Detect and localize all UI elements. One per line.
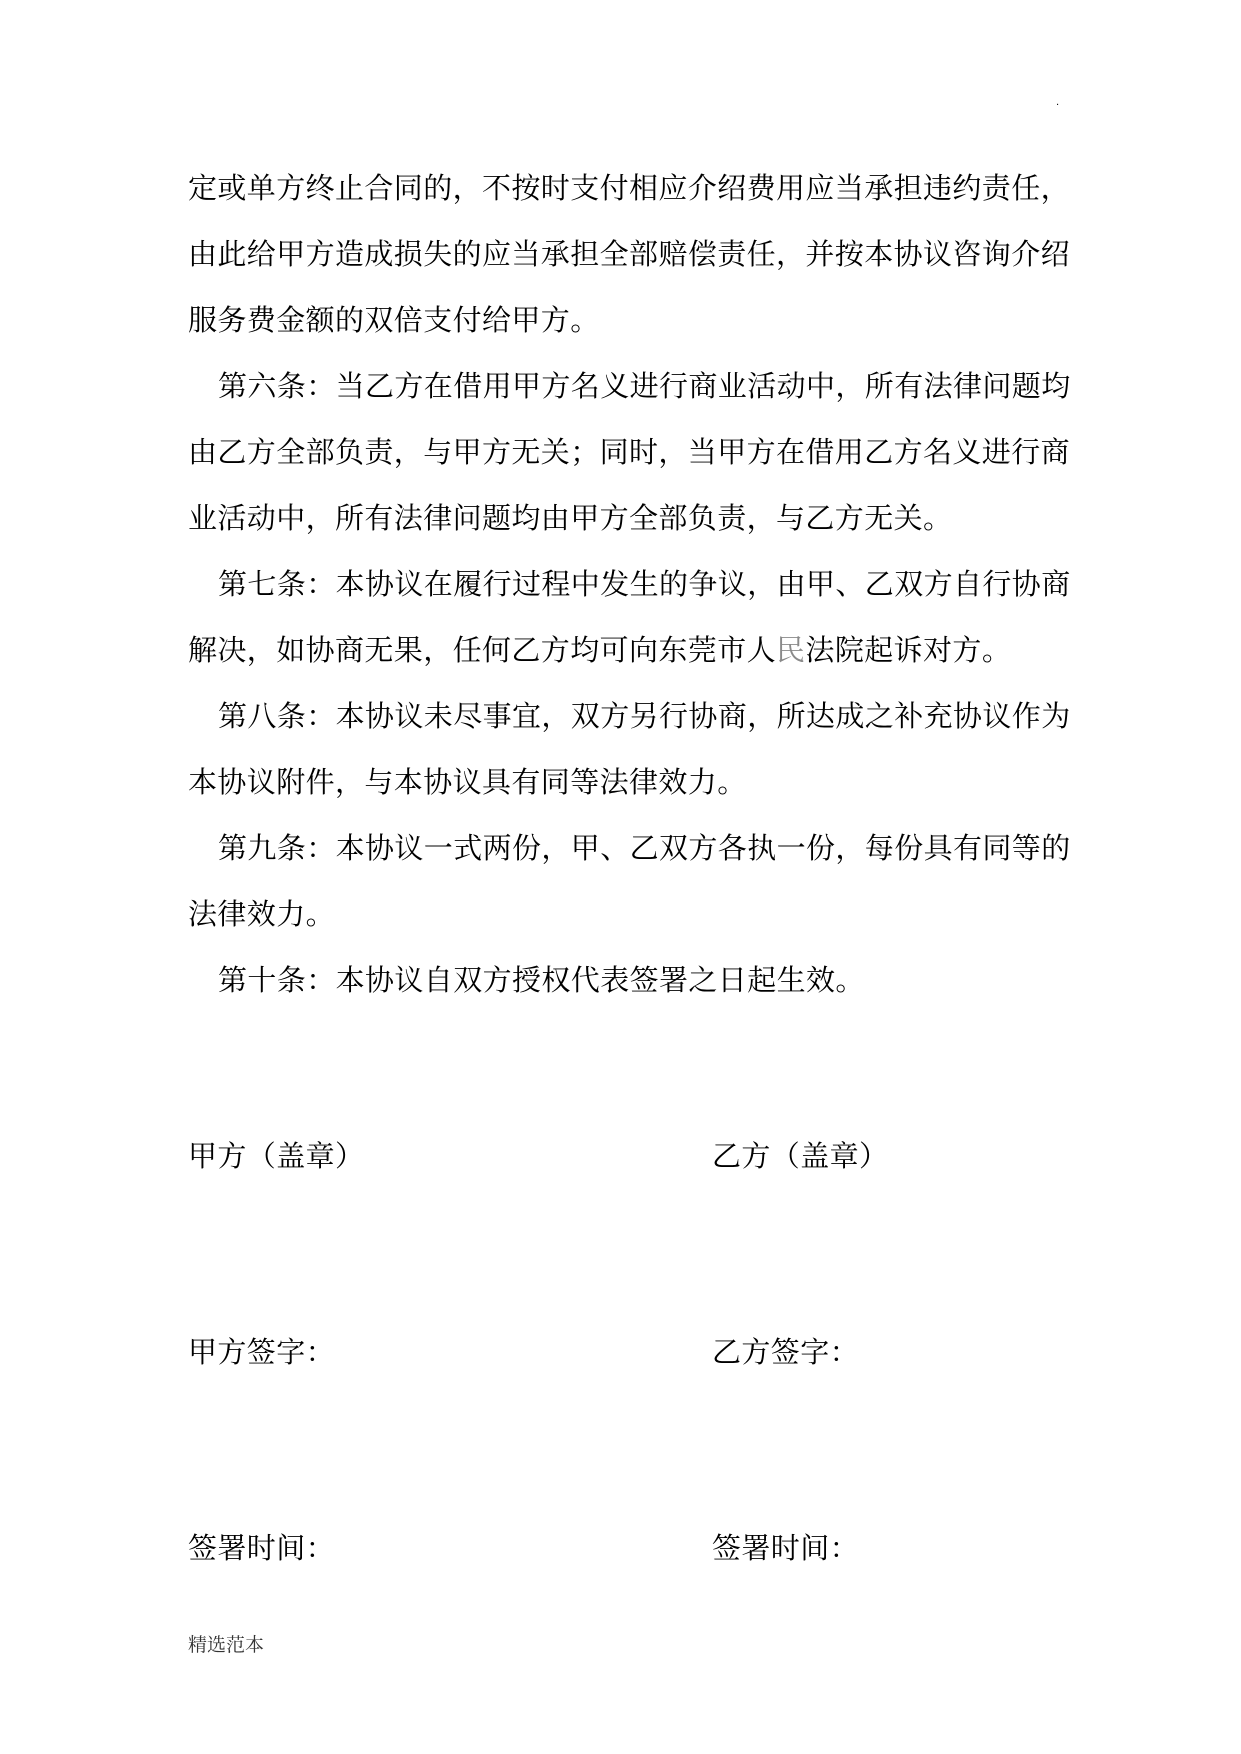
article-6-line: 第六条：当乙方在借用甲方名义进行商业活动中，所有法律问题均 [218, 369, 1071, 403]
article-9-line: 第九条：本协议一式两份，甲、乙双方各执一份，每份具有同等的 [218, 831, 1071, 865]
party-b-seal-label: 乙方（盖章） [712, 1139, 889, 1173]
paragraph-line: 服务费金额的双倍支付给甲方。 [188, 303, 600, 337]
article-7-line [188, 617, 1068, 683]
article-8-line: 第八条：本协议未尽事宜，双方另行协商，所达成之补充协议作为 [218, 699, 1071, 733]
article-9-line: 法律效力。 [188, 897, 336, 931]
contract-body [188, 155, 1071, 1013]
article-6-line: 业活动中，所有法律问题均由甲方全部负责，与乙方无关。 [188, 501, 953, 535]
article-7-faint-char: 民 [776, 633, 806, 667]
paragraph-line: 由此给甲方造成损失的应当承担全部赔偿责任，并按本协议咨询介绍 [188, 237, 1071, 271]
footer-note: 精选范本 [188, 1634, 265, 1656]
article-6-line: 由乙方全部负责，与甲方无关；同时，当甲方在借用乙方名义进行商 [188, 435, 1071, 469]
article-7-text-end: 法院起诉对方。 [805, 633, 1012, 667]
article-7-text: 解决，如协商无果，任何乙方均可向东莞市人 [188, 633, 777, 667]
article-7-line: 第七条：本协议在履行过程中发生的争议，由甲、乙双方自行协商 [218, 567, 1071, 601]
party-a-seal-label: 甲方（盖章） [188, 1139, 365, 1173]
party-a-signature-label: 甲方签字： [188, 1335, 336, 1369]
article-8-line: 本协议附件，与本协议具有同等法律效力。 [188, 765, 747, 799]
party-b-date-label: 签署时间： [712, 1531, 860, 1565]
party-a-date-label: 签署时间： [188, 1531, 336, 1565]
party-b-signature-label: 乙方签字： [712, 1335, 860, 1369]
page-mark: . [1056, 97, 1060, 108]
article-10-line: 第十条：本协议自双方授权代表签署之日起生效。 [218, 963, 865, 997]
paragraph-line: 定或单方终止合同的，不按时支付相应介绍费用应当承担违约责任， [188, 171, 1071, 205]
